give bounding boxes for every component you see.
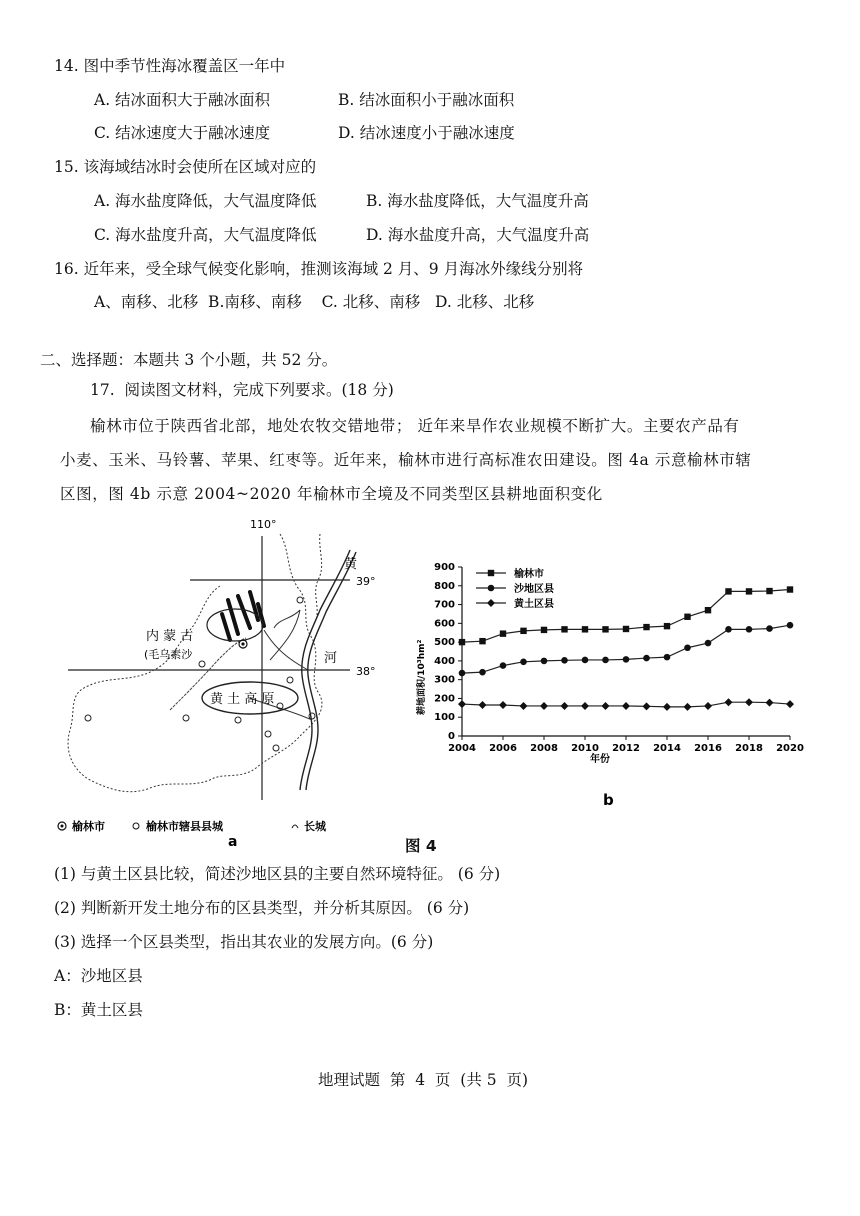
chart-point [459,670,466,677]
tributary-4 [270,610,300,660]
county-boundary [68,534,322,792]
chart-legend-label: 榆林市 [514,569,544,580]
chart-point [602,702,610,710]
chart-y-tick-label: 900 [434,562,455,573]
legend-city-label: 榆林市 [72,820,105,833]
chart-y-tick-label: 500 [434,637,455,649]
chart-x-tick-label: 2018 [735,743,763,754]
q17-sub2: (2) 判断新开发土地分布的区县类型，并分析其原因。 (6 分) [54,899,470,917]
chart-point [746,626,753,633]
chart-point [643,702,651,710]
chart-point [500,662,507,669]
chart-point [561,702,569,710]
q14-option-a: A. 结冰面积大于融冰面积 [94,91,271,109]
map-svg [50,510,440,850]
chart-point [623,656,630,663]
q15-option-b: B. 海水盐度降低，大气温度升高 [366,192,589,210]
chart-point [582,657,589,664]
label-inner-mongolia: 内 蒙 古 [146,629,194,644]
legend-wall-label: 长城 [304,820,326,833]
chart-point [787,586,793,592]
section-heading: 二、选择题：本题共 3 个小题，共 52 分。 [40,351,338,369]
chart-point [520,659,527,666]
chart-x-tick-label: 2008 [530,743,558,754]
chart-x-tick-label: 2010 [571,743,599,754]
figure-4a-map [50,510,440,850]
chart-point [766,699,774,707]
chart-legend-label: 沙地区县 [514,584,554,595]
q17-sub3: (3) 选择一个区县类型，指出其农业的发展方向。(6 分) [54,933,434,951]
chart-point [704,702,712,710]
figure-4b-chart [410,555,804,815]
chart-point [458,700,466,708]
q14-option-b: B. 结冰面积小于融冰面积 [338,91,515,109]
chart-point [643,624,649,630]
line-chart [410,555,804,815]
chart-point [725,698,733,706]
q17-paragraph-line-3: 区图，图 4b 示意 2004~2020 年榆林市全境及不同类型区县耕地面积变化 [60,485,603,503]
parallel-39-label: 39° [356,575,376,588]
chart-point [643,655,650,662]
q15-option-d: D. 海水盐度升高，大气温度升高 [366,226,590,244]
chart-point [684,614,690,620]
chart-point [520,628,526,634]
chart-y-tick-label: 0 [448,731,455,742]
chart-point [622,702,630,710]
answer-option-a: A：沙地区县 [54,967,143,985]
map-sublabel: a [228,834,238,850]
q14-option-c: C. 结冰速度大于融冰速度 [94,124,271,142]
chart-point [766,625,773,632]
chart-y-tick-label: 100 [434,712,455,724]
chart-point [520,702,528,710]
chart-x-tick-label: 2020 [776,743,804,754]
label-huang: 黄 [344,557,358,572]
q15-stem: 15. 该海域结冰时会使所在区域对应的 [54,158,317,176]
tributary-3 [274,610,300,628]
chart-point [581,702,589,710]
chart-x-tick-label: 2014 [653,743,681,754]
chart-x-tick-label: 2012 [612,743,640,754]
chart-point [745,698,753,706]
county-seats [85,597,315,751]
chart-y-tick-label: 700 [434,599,455,611]
chart-y-tick-label: 400 [434,655,455,667]
q15-option-c: C. 海水盐度升高，大气温度降低 [94,226,317,244]
label-loess-plateau: 黄 土 高 原 [210,692,275,707]
chart-x-tick-label: 2006 [489,743,517,754]
q16-stem: 16. 近年来，受全球气候变化影响，推测该海域 2 月、9 月海冰外缘线分别将 [54,260,584,278]
chart-y-tick-label: 300 [434,674,455,686]
parallel-38-label: 38° [356,665,376,678]
chart-y-tick-label: 800 [434,580,455,592]
map-legend [58,819,327,833]
q17-stem: 17. 阅读图文材料，完成下列要求。(18 分) [90,381,394,399]
chart-point [705,607,711,613]
chart-point [487,599,495,607]
chart-point [561,657,568,664]
chart-x-tick-label: 2004 [448,743,476,754]
chart-point [540,702,548,710]
chart-point [541,658,548,665]
chart-point [582,626,588,632]
chart-y-axis-label: 耕地面积/10³hm² [417,639,427,715]
chart-y-tick-label: 600 [434,618,455,630]
chart-sublabel: b [603,791,614,809]
chart-point [746,588,752,594]
chart-point [766,588,772,594]
chart-x-tick-label: 2016 [694,743,722,754]
q17-paragraph-line-1: 榆林市位于陕西省北部，地处农牧交错地带； 近年来旱作农业规模不断扩大。主要农产品有 [90,417,740,435]
chart-point [602,657,609,664]
chart-point [479,669,486,676]
chart-point [499,701,507,709]
chart-point [664,654,671,661]
chart-point [459,639,465,645]
chart-point [479,701,487,709]
yulin-city-marker [239,640,247,648]
chart-point [602,626,608,632]
chart-point [479,638,485,644]
chart-point [488,570,494,576]
chart-point [786,700,794,708]
q16-options: A、南移、北移 B.南移、南移 C. 北移、南移 D. 北移、北移 [94,293,535,311]
figure-caption: 图 4 [405,837,437,855]
q15-option-a: A. 海水盐度降低，大气温度降低 [94,192,317,210]
chart-point [684,644,691,651]
chart-point [787,622,794,629]
chart-point [684,703,692,711]
legend-county-label: 榆林市辖县县城 [146,820,223,833]
chart-point [705,640,712,647]
q17-paragraph-line-2: 小麦、玉米、马铃薯、苹果、红枣等。近年来，榆林市进行高标准农田建设。图 4a 示意榆林市辖 [60,451,752,469]
chart-point [488,585,495,592]
chart-point [500,630,506,636]
chart-point [664,623,670,629]
answer-option-b: B：黄土区县 [54,1001,143,1019]
chart-point [663,703,671,711]
q14-stem: 14. 图中季节性海冰覆盖区一年中 [54,57,286,75]
chart-legend-label: 黄土区县 [514,599,554,610]
q17-sub1: (1) 与黄土区县比较，简述沙地区县的主要自然环境特征。 (6 分) [54,865,501,883]
chart-point [623,626,629,632]
label-he: 河 [324,651,338,666]
chart-point [725,588,731,594]
chart-point [725,626,732,633]
chart-y-tick-label: 200 [434,693,455,705]
chart-series-line [462,590,790,643]
chart-point [541,627,547,633]
label-mu-us: (毛乌素沙 [144,648,193,661]
page-footer: 地理试题 第 4 页 (共 5 页) [318,1071,529,1089]
q14-option-d: D. 结冰速度小于融冰速度 [338,124,515,142]
chart-x-axis-label: 年份 [590,754,610,765]
chart-point [561,626,567,632]
meridian-label: 110° [250,518,277,531]
